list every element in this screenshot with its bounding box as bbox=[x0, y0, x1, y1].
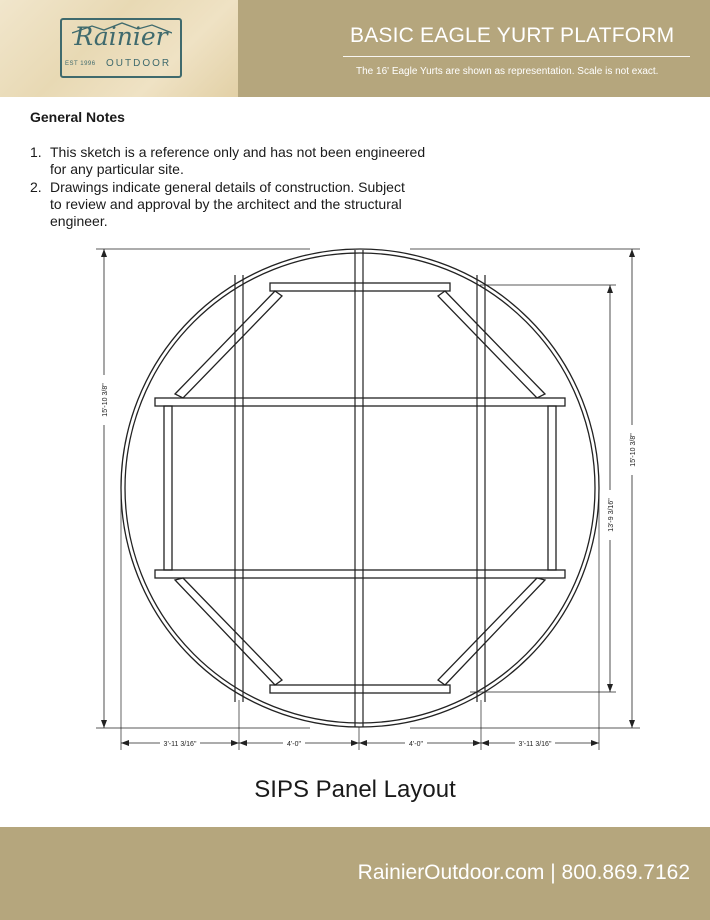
note-number: 2. bbox=[30, 179, 42, 195]
end-post-left bbox=[164, 406, 172, 570]
logo-established: EST 1996 bbox=[65, 61, 96, 67]
notes-heading: General Notes bbox=[30, 109, 125, 125]
footer-band bbox=[0, 827, 710, 920]
brace-bottom-right bbox=[438, 578, 545, 685]
dim-bottom-right: 3'-11 3/16" bbox=[518, 741, 552, 748]
note-number: 1. bbox=[30, 144, 42, 160]
brace-bottom-left bbox=[175, 578, 282, 685]
note-text: This sketch is a reference only and has not been engineered for any particular site. bbox=[50, 144, 426, 177]
beam-horizontal-top bbox=[155, 398, 565, 406]
beam-bottom-chord bbox=[270, 685, 450, 693]
platform-outer-circle bbox=[121, 249, 599, 727]
brace-top-left bbox=[175, 291, 282, 398]
dim-inner-height: 13'-9 3/16" bbox=[608, 498, 615, 532]
page-title: BASIC EAGLE YURT PLATFORM bbox=[350, 24, 675, 47]
page-subtitle: The 16' Eagle Yurts are shown as representation. Scale is not exact. bbox=[356, 66, 659, 77]
brace-top-right bbox=[438, 291, 545, 398]
note-text: Drawings indicate general details of construction. Subject to review and approval by the architect and the structural engineer. bbox=[50, 179, 405, 229]
dim-bottom-left: 3'-11 3/16" bbox=[163, 741, 197, 748]
platform-inner-circle bbox=[125, 253, 595, 723]
logo-subtitle: OUTDOOR bbox=[106, 58, 172, 69]
drawing-title: SIPS Panel Layout bbox=[254, 776, 456, 803]
dim-overall-height-left: 15'-10 3/8" bbox=[102, 383, 109, 417]
dim-overall-height-right: 15'-10 3/8" bbox=[630, 433, 637, 467]
footer-contact[interactable]: RainierOutdoor.com | 800.869.7162 bbox=[357, 861, 690, 884]
end-post-right bbox=[548, 406, 556, 570]
logo-name: Rainier bbox=[74, 22, 168, 51]
beam-horizontal-bottom bbox=[155, 570, 565, 578]
dim-bottom-center-right: 4'-0" bbox=[409, 741, 423, 748]
beam-top-chord bbox=[270, 283, 450, 291]
dim-bottom-center-left: 4'-0" bbox=[287, 741, 301, 748]
